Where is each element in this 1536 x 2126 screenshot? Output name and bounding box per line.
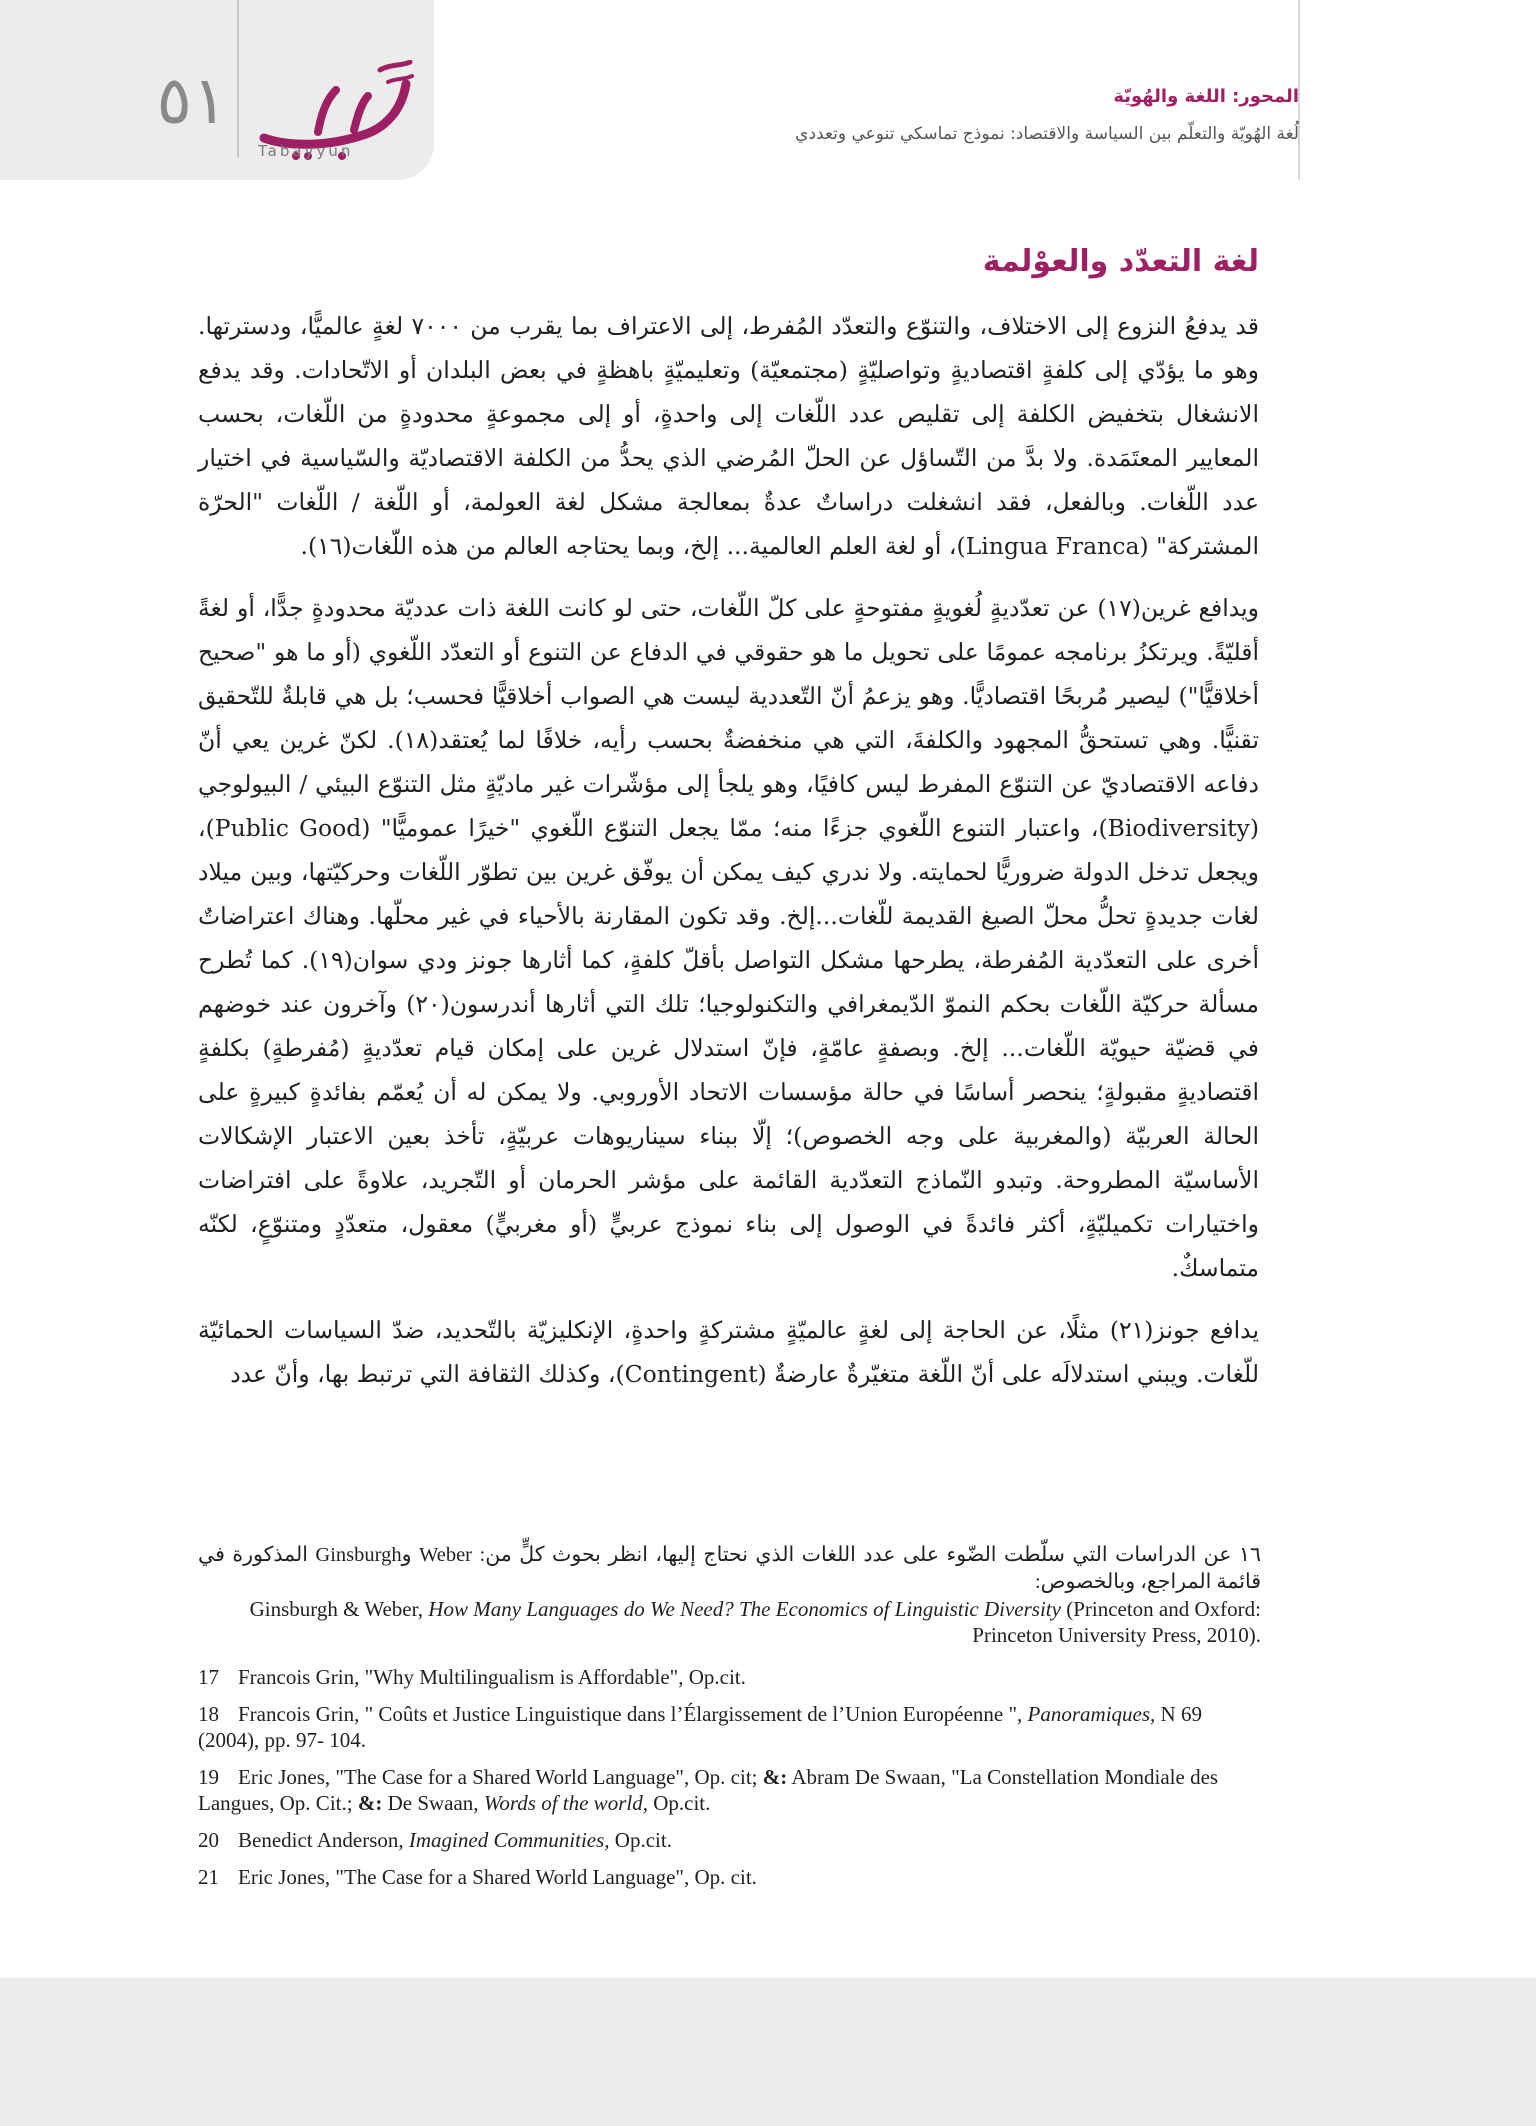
footnote-pages: N 69 (2004), pp. 97- 104. — [198, 1702, 1202, 1752]
footnote-text: Francois Grin, "Why Multilingualism is Affordable", Op.cit. — [238, 1665, 746, 1689]
footnote-number: 17 — [198, 1665, 219, 1689]
footnote-text: Op.cit. — [614, 1828, 672, 1852]
journal-title: Panoramiques, — [1027, 1702, 1156, 1726]
footnote-number: 21 — [198, 1865, 219, 1889]
reference-publisher: (Princeton and Oxford: Princeton University Press, 2010). — [972, 1597, 1261, 1647]
footnote-text: Eric Jones, "The Case for a Shared World Language", Op. cit; — [238, 1765, 758, 1789]
logo-latin-text: Tabayyun — [258, 142, 354, 160]
footnote-16-reference — [198, 1596, 1261, 1648]
footnotes — [198, 1542, 1261, 1901]
tabayyun-logo — [256, 60, 416, 164]
axis-label: المحور: اللغة والهُويّة — [1113, 86, 1299, 107]
body-text — [198, 304, 1259, 1414]
reference-title: Words of the world, — [483, 1791, 648, 1815]
paragraph-3: يدافع جونز(٢١) مثلًا، عن الحاجة إلى لغةٍ عالميّةٍ مشتركةٍ واحدةٍ، الإنكليزيّة بالتّحديد، ضدّ السياسات الحمائيّة للّغات. ويبني استدلالَه على أنّ اللّغة متغيّرةٌ عارضةٌ (Contingent)، وكذلك الثقافة التي ترتبط بها، وأنّ عدد — [198, 1316, 1259, 1388]
reference-title: How Many Languages do We Need? The Economics of Linguistic Diversity — [428, 1597, 1061, 1621]
section-heading: لغة التعدّد والعوْلمة — [982, 244, 1259, 279]
footnote-text: Eric Jones, "The Case for a Shared World Language", Op. cit. — [238, 1865, 757, 1889]
footnote-20 — [198, 1827, 1261, 1853]
footnote-separator: &: — [357, 1791, 383, 1815]
footnote-separator: &: — [762, 1765, 788, 1789]
reference-title: Imagined Communities, — [408, 1828, 610, 1852]
footnote-text: Op.cit. — [653, 1791, 711, 1815]
footnote-18 — [198, 1701, 1261, 1753]
footnote-text: Francois Grin, " Coûts et Justice Linguistique dans l’Élargissement de l’Union Européenne ", — [238, 1702, 1023, 1726]
reference-authors: Ginsburgh & Weber, — [249, 1597, 424, 1621]
page-number: ٥١ — [156, 62, 228, 139]
footnote-text: عن الدراسات التي سلّطت الضّوء على عدد اللغات الذي نحتاج إليها، انظر بحوث كلٍّ من: Weber وGinsburgh المذكورة في قائمة المراجع، وبالخصوص: — [198, 1544, 1261, 1593]
header-divider — [237, 0, 239, 158]
paragraph-2: ويدافع غرين(١٧) عن تعدّديةٍ لُغويةٍ مفتوحةٍ على كلّ اللّغات، حتى لو كانت اللغة ذات عدديّة محدودةٍ جدًّا، أو لغةً أقليّةً. ويرتكزُ برنامجه عمومًا على تحويل ما هو حقوقي في الدفاع عن التنوع أو التعدّد اللّغوي (أو ما هو "صحيح أخلاقيًّا") ليصير مُربحًا اقتصاديًّا. وهو يزعمُ أنّ التّعددية ليست هي الصواب أخلاقيًّا فحسب؛ بل هي قابلةٌ للتّحقيق تقنيًّا. وهي تستحقُّ المجهود والكلفةَ، التي هي منخفضةٌ بحسب رأيه، خلافًا لما يُعتقد(١٨). لكنّ غرين يعي أنّ دفاعه الاقتصاديّ عن التنوّع المفرط ليس كافيًا، وهو يلجأ إلى مؤشّرات غير ماديّةٍ مثل التنوّع البيئي / البيولوجي (Biodiversity)، واعتبار التنوع اللّغوي جزءًا منه؛ ممّا يجعل التنوّع اللّغوي "خيرًا عموميًّا" (Public Good)، ويجعل تدخل الدولة ضروريًّا لحمايته. ولا ندري كيف يمكن أن يوفّق غرين بين تطوّر اللّغات وحركيّتها، وبين ميلاد لغات جديدةٍ تحلُّ محلّ الصيغ القديمة للّغات...إلخ. وقد تكون المقارنة بالأحياء في غير محلّها. وهناك اعتراضاتٌ أخرى على التعدّدية المُفرطة، يطرحها مشكل التواصل بأقلّ كلفةٍ، كما أثارها جونز ودي سوان(١٩). كما تُطرح مسألة حركيّة اللّغات بحكم النموّ الدّيمغرافي والتكنولوجيا؛ تلك التي أثارها أندرسون(٢٠) وآخرون عند خوضهم في قضيّة حيويّة اللّغات... إلخ. وبصفةٍ عامّةٍ، فإنّ استدلال غرين على إمكان قيام تعدّديةٍ (مُفرطةٍ) بكلفةٍ اقتصاديةٍ مقبولةٍ؛ ينحصر أساسًا في حالة مؤسسات الاتحاد الأوروبي. ولا يمكن له أن يُعمّم بفائدةٍ كبيرةٍ على الحالة العربيّة (والمغربية على وجه الخصوص)؛ إلّا ببناء سيناريوهات عربيّةٍ، تأخذ بعين الاعتبار الإشكالات الأساسيّة المطروحة. وتبدو النّماذج التعدّدية القائمة على مؤشر الحرمان أو التّجريد، علاوةً على افتراضات واختيارات تكميليّةٍ، أكثر فائدةً في الوصول إلى بناء نموذج عربيٍّ (أو مغربيٍّ) معقول، متعدّدٍ ومتنوّعٍ، لكنّه متماسكٌ. — [198, 594, 1260, 1282]
footnote-text: De Swaan, — [387, 1791, 479, 1815]
footnote-text: Benedict Anderson, — [238, 1828, 404, 1852]
footnote-16 — [198, 1542, 1261, 1596]
article-title: لُغة الهُويّة والتعلّم بين السياسة والاقتصاد: نموذج تماسكي تنوعي وتعددي — [795, 124, 1299, 144]
footnote-21 — [198, 1864, 1261, 1890]
footnote-text: Abram De Swaan, "La Constellation Mondiale des Langues, Op. Cit.; — [198, 1765, 1219, 1815]
footnote-number: 18 — [198, 1702, 219, 1726]
footnote-number: 20 — [198, 1828, 219, 1852]
footer-band — [0, 1978, 1536, 2126]
paragraph-1: قد يدفعُ النزوع إلى الاختلاف، والتنوّع والتعدّد المُفرط، إلى الاعتراف بما يقرب من ٧٠٠٠ لغةٍ عالميًّا، ودسترتها. وهو ما يؤدّي إلى كلفةٍ اقتصاديةٍ وتواصليّةٍ (مجتمعيّة) وتعليميّةٍ باهظةٍ في بعض البلدان أو الاتّحادات. وقد يدفع الانشغال بتخفيض الكلفة إلى تقليص عدد اللّغات إلى واحدةٍ، أو إلى مجموعةٍ محدودةٍ من اللّغات، بحسب المعايير المعتَمَدة. ولا بدَّ من التّساؤل عن الحلّ المُرضي الذي يحدُّ من الكلفة الاقتصاديّة والسّياسية في اختيار عدد اللّغات. وبالفعل، فقد انشغلت دراساتٌ عدةٌ بمعالجة مشكل لغة العولمة، أو اللّغة / اللّغات "الحرّة المشتركة" (Lingua Franca)، أو لغة العلم العالمية... إلخ، وبما يحتاجه العالم من هذه اللّغات(١٦). — [198, 312, 1259, 560]
footnote-number: 19 — [198, 1765, 219, 1789]
footnote-19 — [198, 1764, 1261, 1816]
footnote-17 — [198, 1664, 1261, 1690]
footnote-number: ١٦ — [1238, 1544, 1262, 1566]
